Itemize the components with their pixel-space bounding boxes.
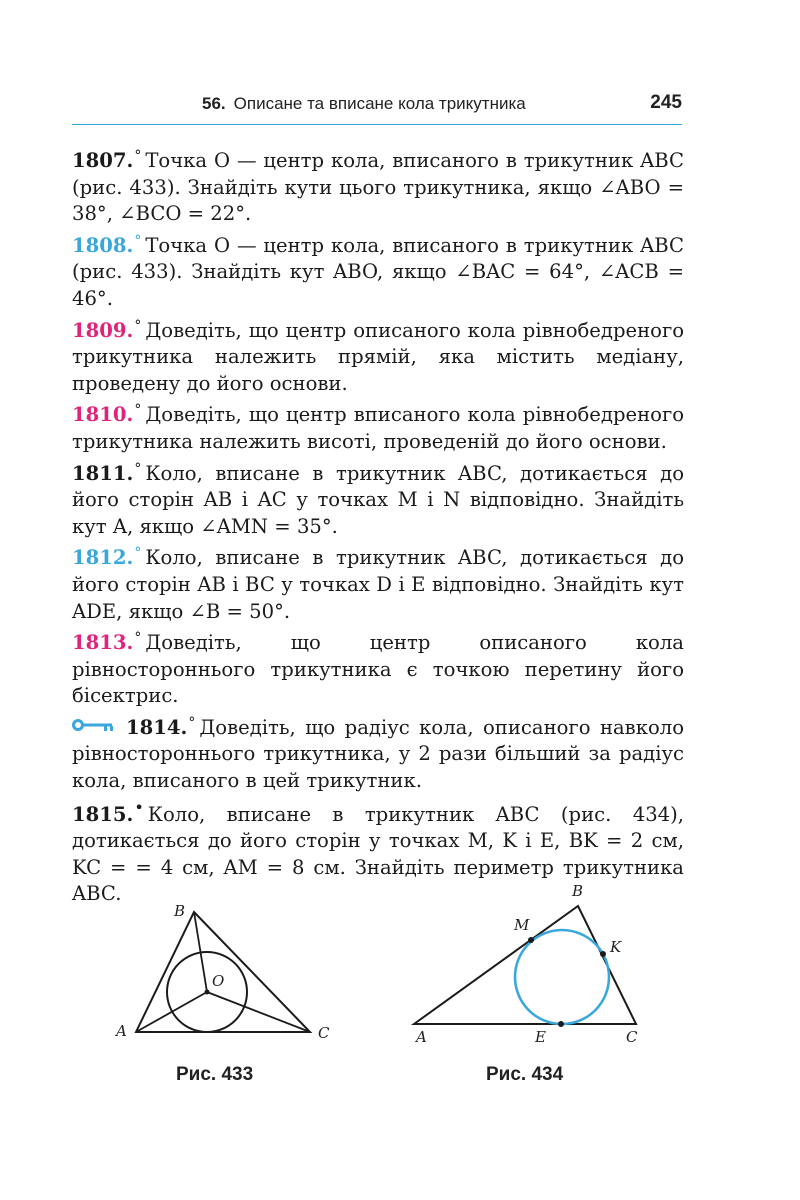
problem-number: 1815.: [72, 802, 134, 826]
figure-434: [404, 878, 664, 1048]
label-b: B: [174, 902, 186, 920]
problem-text: Доведіть, що центр описаного кола рівнобедреного трикутника належить прямій, яка містить медіану, проведену до його основи.: [72, 318, 684, 395]
level-mark: °: [134, 148, 142, 164]
problem-list: [72, 143, 684, 908]
label-a: A: [416, 1028, 427, 1046]
center-point: [205, 990, 210, 995]
section-title: Описане та вписане кола трикутника: [233, 94, 526, 113]
label-c: C: [318, 1024, 330, 1042]
tangent-point-e: [558, 1021, 564, 1027]
problem-number: 1813.: [72, 631, 134, 655]
problem-number: 1811.: [72, 461, 134, 485]
problem-1810: [72, 397, 684, 455]
problem-number: 1807.: [72, 149, 134, 172]
problem-text: Коло, вписане в трикутник ABC, дотикається до його сторін AB і AC у точках M і N відповідно. Знайдіть кут A, якщо ∠AMN = 35°.: [72, 461, 684, 538]
section-number: 56.: [202, 94, 226, 113]
level-mark: °: [134, 630, 142, 647]
problem-text: Доведіть, що центр вписаного кола рівнобедреного трикутника належить висоті, проведеній до його основи.: [72, 403, 684, 453]
page-header: [72, 90, 682, 125]
label-b: B: [572, 882, 584, 900]
problem-text: Доведіть, що радіус кола, описаного навколо рівностороннього трикутника, у 2 рази більший за радіус кола, вписаного в цей трикутник.: [72, 715, 684, 793]
level-mark: °: [188, 714, 196, 731]
label-e: E: [535, 1028, 546, 1046]
figure-433-caption: Рис. 433: [176, 1064, 254, 1085]
problem-text: Коло, вписане в трикутник ABC, дотикається до його сторін AB і BC у точках D і E відповідно. Знайдіть кут ADE, якщо ∠B = 50°.: [72, 546, 684, 623]
problem-1809: [72, 313, 684, 398]
problem-number: 1808.: [72, 233, 134, 257]
label-m: M: [514, 916, 530, 934]
label-c: C: [626, 1028, 638, 1046]
problem-text: Доведіть, що центр описаного кола рівностороннього трикутника є точкою перетину його бісектрис.: [72, 631, 684, 708]
problem-1812: [72, 540, 684, 625]
tangent-point-k: [600, 951, 606, 957]
page-number: 245: [650, 92, 682, 113]
problem-1808: [72, 228, 684, 313]
problem-number: 1810.: [72, 403, 134, 427]
figure-433: [110, 896, 350, 1046]
label-k: K: [610, 938, 622, 956]
tangent-point-m: [528, 937, 534, 943]
problem-text: Точка O — центр кола, вписаного в трикутник ABC (рис. 433). Знайдіть кути цього трикутника, якщо ∠ABO = 38°, ∠BCO = 22°.: [72, 149, 684, 226]
problem-1811: [72, 456, 684, 541]
level-mark: °: [134, 317, 142, 334]
level-mark: °: [134, 402, 142, 419]
level-mark: •: [134, 797, 144, 817]
label-a: A: [116, 1022, 127, 1040]
level-mark: °: [134, 545, 142, 562]
inscribed-circle: [515, 930, 609, 1024]
problem-1813: [72, 625, 684, 710]
figure-434-caption: Рис. 434: [486, 1064, 564, 1085]
problem-1814: [72, 710, 684, 795]
problem-number: 1814.: [126, 715, 188, 739]
key-icon: [72, 718, 116, 732]
level-mark: °: [134, 460, 142, 477]
problem-1807: [72, 143, 684, 228]
label-o: O: [212, 972, 225, 990]
section-heading: [202, 94, 526, 114]
bisector-c: [207, 992, 310, 1032]
problem-number: 1809.: [72, 318, 134, 342]
problem-number: 1812.: [72, 546, 134, 570]
problem-text: Коло, вписане в трикутник ABC (рис. 434), дотикається до його сторін у точках M, K і E, BK = 2 см, KC = = 4 см, AM = 8 см. Знайдіть периметр трикутника ABC.: [72, 802, 684, 906]
level-mark: °: [134, 232, 142, 249]
problem-text: Точка O — центр кола, вписаного в трикутник ABC (рис. 433). Знайдіть кут ABO, якщо ∠BAC = 64°, ∠ACB = 46°.: [72, 233, 684, 310]
